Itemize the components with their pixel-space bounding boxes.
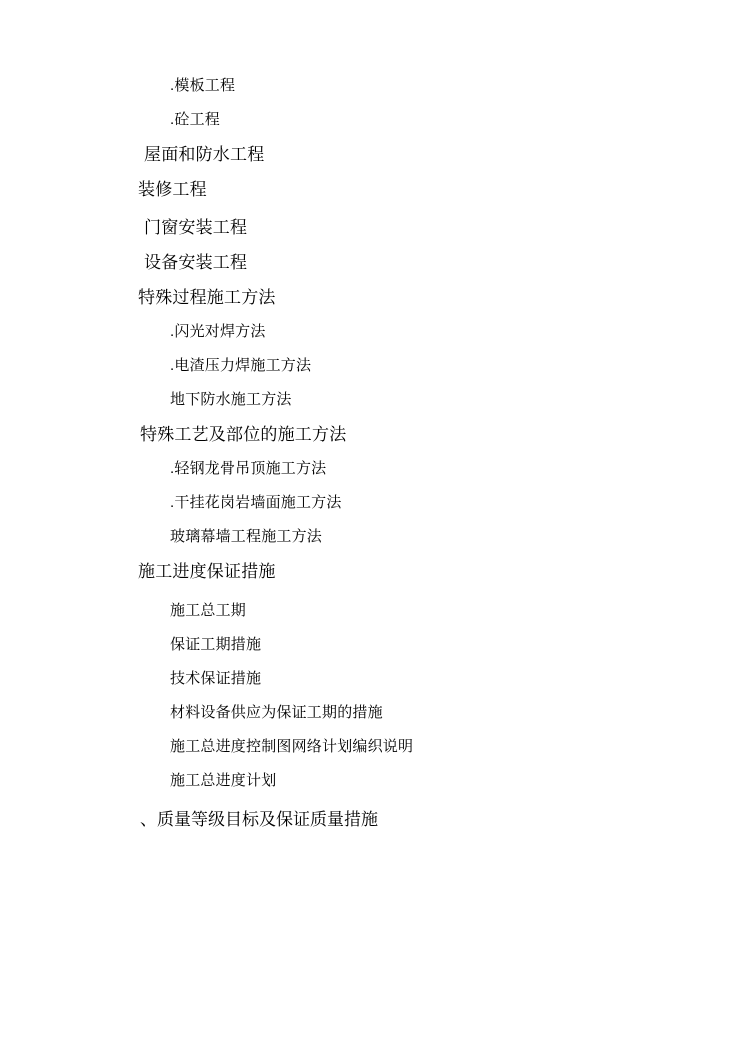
- outline-item: 屋面和防水工程: [144, 145, 265, 164]
- outline-item: 设备安装工程: [144, 253, 248, 272]
- outline-item: 保证工期措施: [170, 636, 262, 653]
- document-outline: [60, 78, 684, 828]
- outline-item: 材料设备供应为保证工期的措施: [170, 704, 383, 721]
- outline-item: 门窗安装工程: [144, 218, 248, 237]
- outline-item: 特殊过程施工方法: [138, 288, 276, 307]
- outline-item: 装修工程: [138, 180, 207, 199]
- outline-item: .模板工程: [170, 77, 236, 94]
- outline-item: 玻璃幕墙工程施工方法: [170, 528, 323, 545]
- outline-item: 地下防水施工方法: [170, 391, 292, 408]
- outline-item: 技术保证措施: [170, 670, 262, 687]
- outline-item: .干挂花岗岩墙面施工方法: [170, 494, 342, 511]
- outline-item: 、质量等级目标及保证质量措施: [140, 810, 378, 829]
- outline-item: 施工总进度控制图网络计划编织说明: [170, 738, 414, 755]
- outline-item: 施工总工期: [170, 602, 247, 619]
- outline-item: 特殊工艺及部位的施工方法: [140, 425, 347, 444]
- outline-item: .闪光对焊方法: [170, 323, 266, 340]
- outline-item: .砼工程: [170, 111, 220, 128]
- outline-item: 施工总进度计划: [170, 772, 277, 789]
- outline-item: .电渣压力焊施工方法: [170, 357, 312, 374]
- outline-item: .轻钢龙骨吊顶施工方法: [170, 460, 327, 477]
- outline-item: 施工进度保证措施: [138, 562, 276, 581]
